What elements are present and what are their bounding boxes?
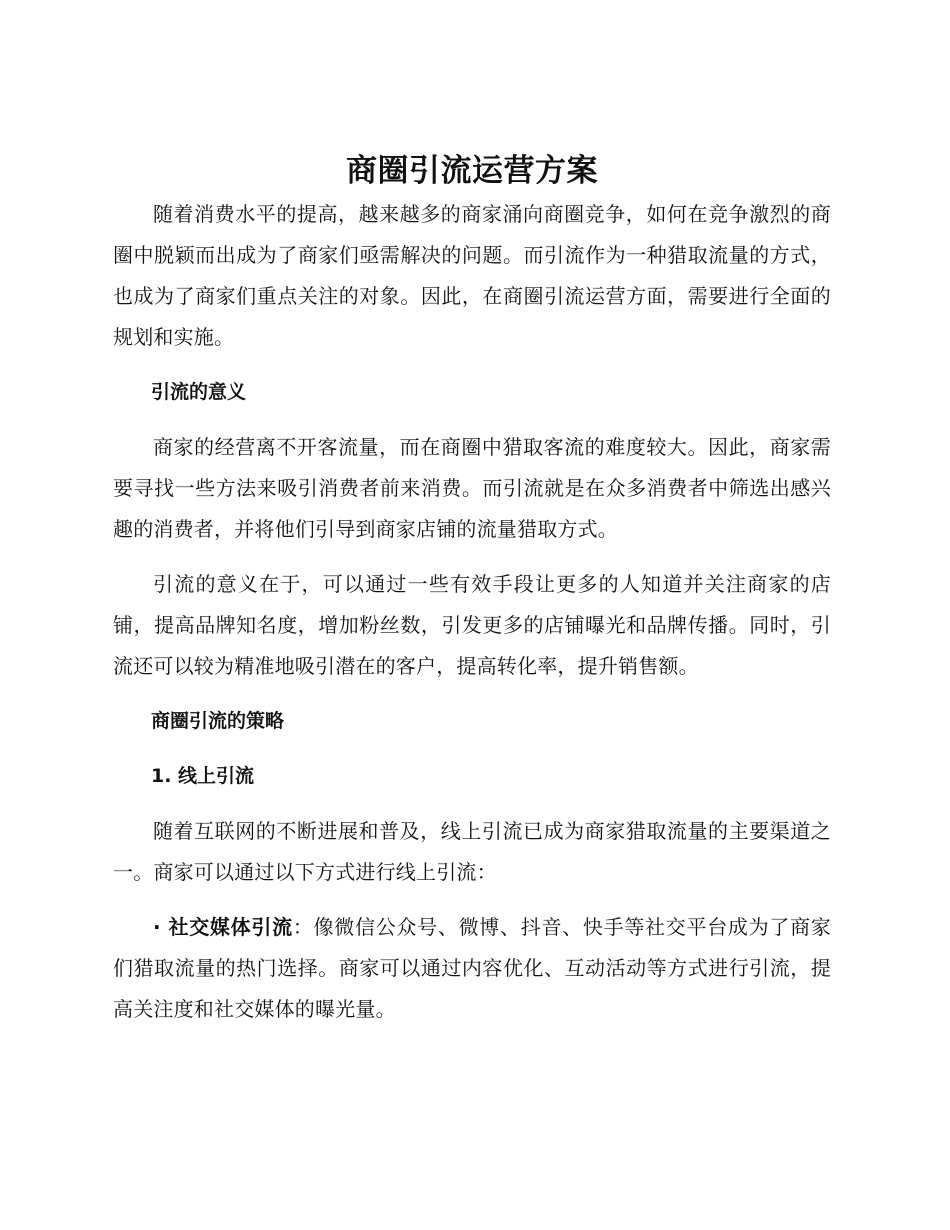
intro-paragraph: 随着消费水平的提高，越来越多的商家涌向商圈竞争，如何在竞争激烈的商圈中脱颖而出成为了商家们亟需解决的问题。而引流作为一种猎取流量的方式，也成为了商家们重点关注的对象。因此，在商圈引流运营方面，需要进行全面的规划和实施。 [113, 202, 831, 349]
online-paragraph: 随着互联网的不断进展和普及，线上引流已成为商家猎取流量的主要渠道之一。商家可以通过以下方式进行线上引流： [113, 819, 831, 884]
section-heading-meaning: 引流的意义 [151, 381, 247, 403]
document-title: 商圈引流运营方案 [346, 153, 598, 189]
section-heading-strategy: 商圈引流的策略 [151, 710, 285, 732]
subheading-online: 1. 线上引流 [151, 765, 255, 787]
meaning-paragraph-1: 商家的经营离不开客流量，而在商圈中猎取客流的难度较大。因此，商家需要寻找一些方法来吸引消费者前来消费。而引流就是在众多消费者中筛选出感兴趣的消费者，并将他们引导到商家店铺的流量猎取方式。 [113, 435, 831, 541]
meaning-paragraph-2: 引流的意义在于，可以通过一些有效手段让更多的人知道并关注商家的店铺，提高品牌知名度，增加粉丝数，引发更多的店铺曝光和品牌传播。同时，引流还可以较为精准地吸引潜在的客户，提高转化率，提升销售额。 [113, 572, 831, 678]
document-body [113, 148, 831, 1030]
bullet-social-media [113, 907, 831, 1030]
bullet-social-media-lead: · 社交媒体引流 [153, 915, 293, 939]
bullet-social-media-text: ：像微信公众号、微博、抖音、快手等社交平台成为了商家们猎取流量的热门选择。商家可以通过内容优化、互动活动等方式进行引流，提高关注度和社交媒体的曝光量。 [113, 915, 832, 1021]
